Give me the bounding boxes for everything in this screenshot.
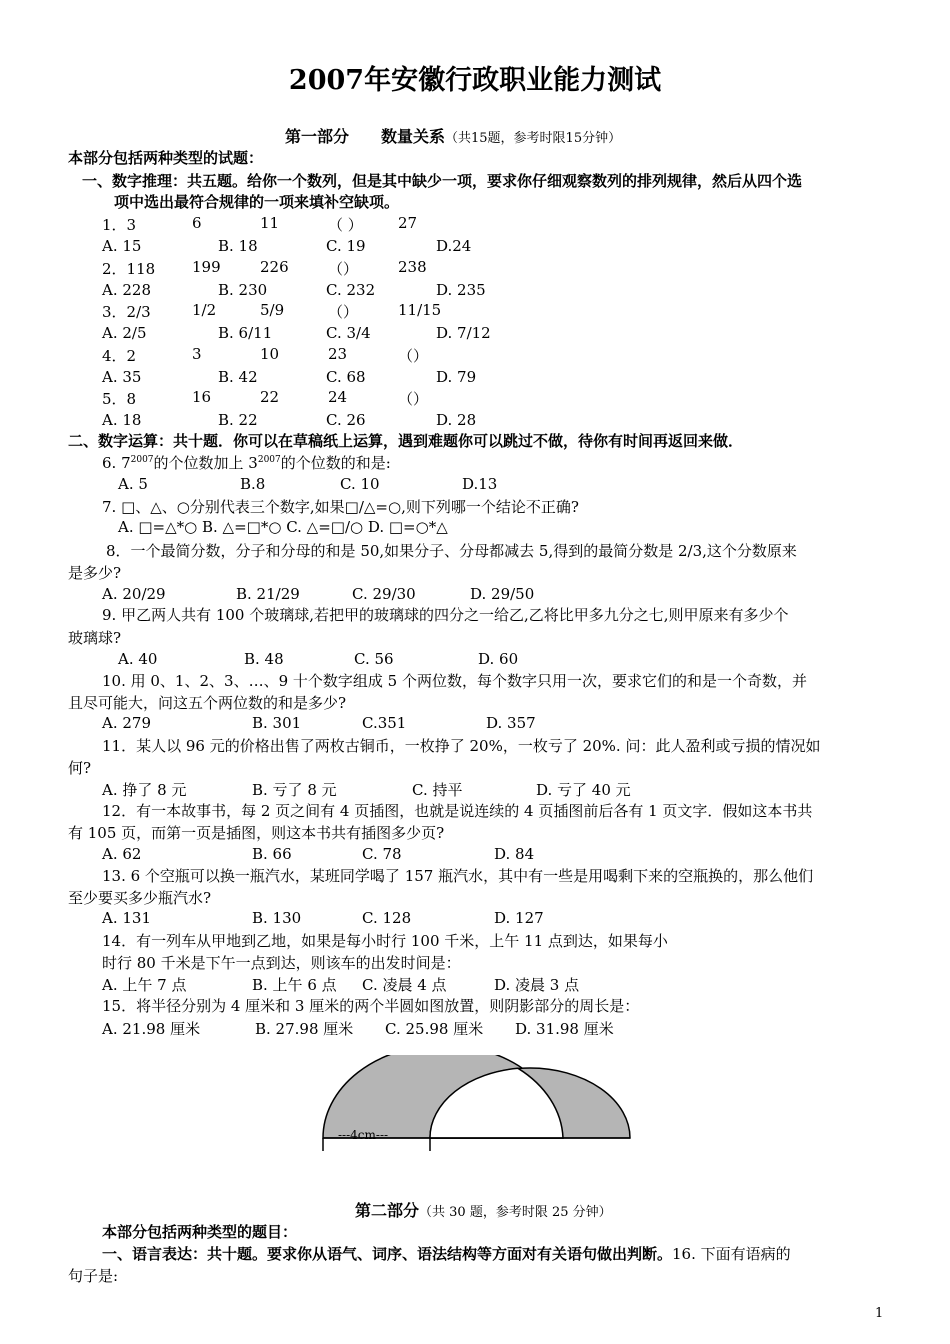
seq5-term: 24	[328, 388, 348, 406]
q11-line2: 何?	[68, 759, 92, 777]
q6-option: A. 5	[118, 475, 148, 493]
q8-option: A. 20/29	[102, 585, 166, 603]
seq1-option: A. 15	[102, 237, 142, 255]
q14-option: C. 凌晨 4 点	[362, 976, 447, 994]
seq5-term: （）	[398, 390, 429, 408]
seq5-option: C. 26	[326, 411, 366, 429]
seq2-term: 238	[398, 258, 427, 276]
q10-option: D. 357	[486, 714, 536, 732]
q6-option: B.8	[240, 475, 266, 493]
q9-line1: 9. 甲乙两人共有 100 个玻璃球,若把甲的玻璃球的四分之一给乙,乙将比甲多九分之七,则甲原来有多少个	[102, 606, 789, 624]
seq3-option: B. 6/11	[218, 324, 273, 342]
q14-option: A. 上午 7 点	[102, 976, 187, 994]
part1-intro: 本部分包括两种类型的试题：	[68, 149, 264, 167]
q6-sup2: 2007	[257, 455, 281, 465]
q9-option: C. 56	[354, 650, 394, 668]
q12-line2: 有 105 页，而第一页是插图，则这本书共有插图多少页?	[68, 824, 445, 842]
seq5-option: B. 22	[218, 411, 258, 429]
q10-option: B. 301	[252, 714, 302, 732]
q13-option: D. 127	[494, 909, 544, 927]
q8-option: C. 29/30	[352, 585, 416, 603]
q10-line1: 10. 用 0、1、2、3、…、9 十个数字组成 5 个两位数，每个数字只用一次，要求它们的和是一个奇数，并	[102, 672, 807, 690]
q13-option: A. 131	[102, 909, 151, 927]
part2-heading	[355, 1198, 612, 1221]
q12-line1: 12．有一本故事书，每 2 页之间有 4 页插图，也就是说连续的 4 页插图前后各有 1 页文字．假如这本书共	[102, 802, 813, 820]
seq4-term: （）	[398, 347, 429, 365]
seq5-term: 16	[192, 388, 212, 406]
seq2-term: 2．118	[102, 260, 156, 278]
q15-line1: 15．将半径分别为 4 厘米和 3 厘米的两个半圆如图放置，则阴影部分的周长是：	[102, 997, 640, 1015]
q9-option: D. 60	[478, 650, 519, 668]
q12-option: C. 78	[362, 845, 402, 863]
seq2-option: B. 230	[218, 281, 268, 299]
q6-pre: 6. 7	[102, 454, 131, 472]
seq2-term: 199	[192, 258, 221, 276]
seq5-term: 22	[260, 388, 280, 406]
seq3-option: A. 2/5	[102, 324, 147, 342]
page-number: 1	[875, 1306, 884, 1321]
q9-option: A. 40	[118, 650, 158, 668]
q15-option: B. 27.98 厘米	[255, 1020, 354, 1038]
seq3-term: 1/2	[192, 301, 217, 319]
seq4-term: 4．2	[102, 347, 137, 365]
seq5-option: A. 18	[102, 411, 142, 429]
seq2-term: 226	[260, 258, 289, 276]
seq2-option: C. 232	[326, 281, 376, 299]
q14-line2: 时行 80 千米是下午一点到达，则该车的出发时间是：	[102, 954, 461, 972]
part1-heading	[285, 124, 621, 147]
seq3-term: 5/9	[260, 301, 285, 319]
q13-option: C. 128	[362, 909, 412, 927]
q10-option: C.351	[362, 714, 407, 732]
part2-heading-text: 第二部分	[355, 1201, 420, 1220]
part2-note: （共 30 题，参考时限 25 分钟）	[419, 1205, 612, 1220]
part1-note: （共15题，参考时限15分钟）	[445, 131, 622, 146]
q8-line2: 是多少?	[68, 564, 122, 582]
q14-option: D. 凌晨 3 点	[494, 976, 580, 994]
q11-line1: 11．某人以 96 元的价格出售了两枚古铜币，一枚挣了 20%，一枚亏了 20%. 问：此人盈利或亏损的情况如	[102, 737, 821, 755]
seq2-option: A. 228	[102, 281, 151, 299]
q11-option: D. 亏了 40 元	[536, 781, 631, 799]
seq3-term: 11/15	[398, 301, 442, 319]
sec1-line1: 一、数字推理：共五题。给你一个数列，但是其中缺少一项，要求你仔细观察数列的排列规律，然后从四个选	[82, 172, 803, 190]
q13-line2: 至少要买多少瓶汽水?	[68, 889, 212, 907]
q10-line2: 且尽可能大，问这五个两位数的和是多少?	[68, 694, 347, 712]
q14-option: B. 上午 6 点	[252, 976, 337, 994]
q15-option: A. 21.98 厘米	[102, 1020, 201, 1038]
q6-option: D.13	[462, 475, 498, 493]
seq4-term: 23	[328, 345, 348, 363]
seq1-term: 27	[398, 214, 418, 232]
q12-option: D. 84	[494, 845, 535, 863]
part2-sec1	[102, 1243, 791, 1264]
page-title: 2007年安徽行政职业能力测试	[288, 65, 662, 96]
seq4-option: C. 68	[326, 368, 366, 386]
part2-sec1-line2: 句子是:	[68, 1267, 119, 1285]
seq5-option: D. 28	[436, 411, 477, 429]
q13-line1: 13. 6 个空瓶可以换一瓶汽水，某班同学喝了 157 瓶汽水，其中有一些是用喝剩下来的空瓶换的，那么他们	[102, 867, 814, 885]
q7-options: A. □=△*○ B. △=□*○ C. △=□/○ D. □=○*△	[118, 518, 448, 536]
part2-sec1-rest: 16. 下面有语病的	[672, 1245, 791, 1263]
seq1-term: 6	[192, 214, 202, 232]
seq4-option: D. 79	[436, 368, 477, 386]
seq5-term: 5．8	[102, 390, 137, 408]
q7-text: 7. □、△、○分别代表三个数字,如果□/△=○,则下列哪一个结论不正确?	[102, 498, 579, 516]
seq1-option: D.24	[436, 237, 472, 255]
seq4-option: A. 35	[102, 368, 142, 386]
q12-option: A. 62	[102, 845, 142, 863]
seq1-term: （ ）	[328, 216, 363, 234]
q13-option: B. 130	[252, 909, 302, 927]
q6-text	[102, 452, 391, 473]
q9-option: B. 48	[244, 650, 284, 668]
q6-post: 的个位数的和是:	[280, 454, 391, 472]
figure-label: ---4cm---	[338, 1128, 389, 1142]
q11-option: A. 挣了 8 元	[102, 781, 187, 799]
seq1-option: B. 18	[218, 237, 258, 255]
q14-line1: 14．有一列车从甲地到乙地，如果是每小时行 100 千米，上午 11 点到达，如果每小	[102, 932, 668, 950]
q15-option: C. 25.98 厘米	[385, 1020, 484, 1038]
part1-heading-text: 第一部分 数量关系	[285, 127, 446, 146]
sec1-line2: 项中选出最符合规律的一项来填补空缺项。	[114, 193, 400, 211]
q6-option: C. 10	[340, 475, 380, 493]
seq3-option: D. 7/12	[436, 324, 491, 342]
part2-sec1-bold: 一、语言表达：共十题。要求你从语气、词序、语法结构等方面对有关语句做出判断。	[102, 1245, 673, 1263]
seq3-term: （）	[328, 303, 359, 321]
seq4-term: 3	[192, 345, 202, 363]
q8-option: D. 29/50	[470, 585, 535, 603]
seq1-option: C. 19	[326, 237, 366, 255]
seq1-term: 1．3	[102, 216, 137, 234]
seq3-option: C. 3/4	[326, 324, 371, 342]
q9-line2: 玻璃球?	[68, 629, 122, 647]
sec2-heading: 二、数字运算：共十题．你可以在草稿纸上运算，遇到难题你可以跳过不做，待你有时间再返回来做．	[68, 432, 744, 450]
q8-line1: 8．一个最简分数，分子和分母的和是 50,如果分子、分母都减去 5,得到的最简分数是 2/3,这个分数原来	[106, 542, 797, 560]
q6-sup1: 2007	[130, 455, 154, 465]
q6-mid: 的个位数加上 3	[153, 454, 258, 472]
q11-option: C. 持平	[412, 781, 463, 799]
q8-option: B. 21/29	[236, 585, 300, 603]
seq4-option: B. 42	[218, 368, 258, 386]
seq2-term: （）	[328, 260, 359, 278]
part2-intro: 本部分包括两种类型的题目：	[102, 1223, 298, 1241]
seq1-term: 11	[260, 214, 280, 232]
seq4-term: 10	[260, 345, 280, 363]
q12-option: B. 66	[252, 845, 292, 863]
q11-option: B. 亏了 8 元	[252, 781, 337, 799]
q10-option: A. 279	[102, 714, 151, 732]
seq2-option: D. 235	[436, 281, 486, 299]
q15-option: D. 31.98 厘米	[515, 1020, 614, 1038]
seq3-term: 3．2/3	[102, 303, 151, 321]
